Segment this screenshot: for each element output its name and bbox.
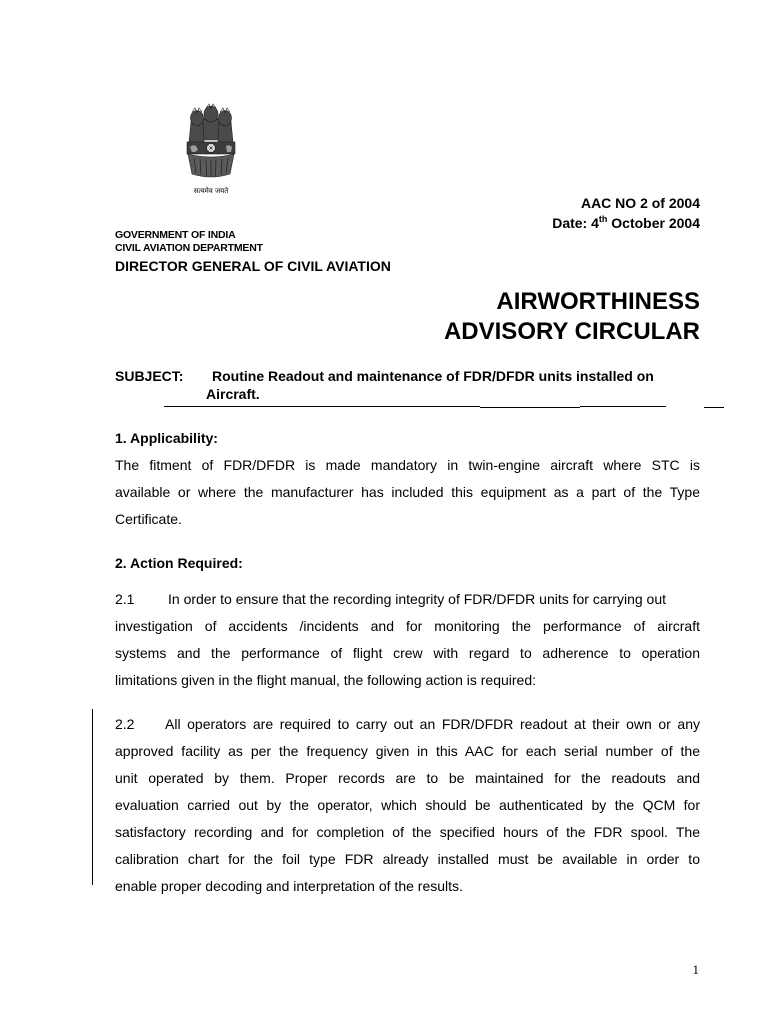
paragraph-2-2	[115, 711, 700, 900]
paragraph-number: 2.2	[115, 716, 135, 732]
title-line-2: ADVISORY CIRCULAR	[443, 318, 700, 345]
reference-block	[552, 193, 700, 233]
paragraph-number: 2.1	[115, 591, 135, 607]
org-department: CIVIL AVIATION DEPARTMENT	[115, 242, 263, 254]
text-line: investigation of accidents /incidents and for monitoring the performance of aircraft	[115, 618, 700, 634]
emblem-motto: सत्यमेव जयते	[193, 187, 229, 195]
subject-text-line-1: Routine Readout and maintenance of FDR/DFDR units installed on	[212, 368, 654, 384]
text-line: Certificate.	[115, 511, 182, 527]
revision-change-bar	[92, 709, 93, 885]
text-line: approved facility as per the frequency given in this AAC for each serial number of the	[115, 743, 700, 759]
text-line: satisfactory recording and for completion of the specified hours of the FDR spool. The	[115, 824, 700, 840]
india-state-emblem-icon	[176, 100, 246, 188]
text-line: limitations given in the flight manual, the following action is required:	[115, 672, 537, 688]
subject-divider	[164, 406, 480, 407]
text-line: calibration chart for the foil type FDR already installed must be available in order to	[115, 851, 700, 867]
text-line: enable proper decoding and interpretation of the results.	[115, 878, 463, 894]
subject-label: SUBJECT:	[115, 368, 184, 384]
subject-divider	[480, 407, 580, 408]
text-line: unit operated by them. Proper records are to be maintained for the readouts and	[115, 770, 700, 786]
org-government: GOVERNMENT OF INDIA	[115, 229, 236, 241]
org-directorate: DIRECTOR GENERAL OF CIVIL AVIATION	[115, 258, 391, 274]
text-line: available or where the manufacturer has included this equipment as a part of the Type	[115, 484, 700, 500]
text-line: 2.1 In order to ensure that the recording integrity of FDR/DFDR units for carrying out	[115, 586, 700, 613]
subject-divider	[704, 407, 724, 408]
organization-block	[115, 229, 391, 276]
subject-block	[115, 367, 715, 403]
heading-action-required: 2. Action Required:	[115, 555, 243, 571]
text-line: 2.2 All operators are required to carry out an FDR/DFDR readout at their own or any	[115, 711, 700, 738]
paragraph-applicability	[115, 452, 700, 533]
aac-number: AAC NO 2 of 2004	[580, 195, 700, 211]
emblem	[176, 100, 246, 196]
text-line: systems and the performance of flight crew with regard to adherence to operation	[115, 645, 700, 661]
subject-divider	[580, 406, 666, 407]
subject-text-line-2: Aircraft.	[206, 386, 260, 402]
page-number: 1	[692, 962, 699, 977]
heading-applicability: 1. Applicability:	[115, 430, 218, 446]
issue-date: Date: 4th October 2004	[552, 214, 700, 231]
text-line: The fitment of FDR/DFDR is made mandatory in twin-engine aircraft where STC is	[115, 457, 700, 473]
text-line: evaluation carried out by the operator, which should be authenticated by the QCM for	[115, 797, 700, 813]
title-line-1: AIRWORTHINESS	[496, 288, 700, 315]
document-title	[444, 287, 700, 347]
paragraph-2-1	[115, 586, 700, 694]
